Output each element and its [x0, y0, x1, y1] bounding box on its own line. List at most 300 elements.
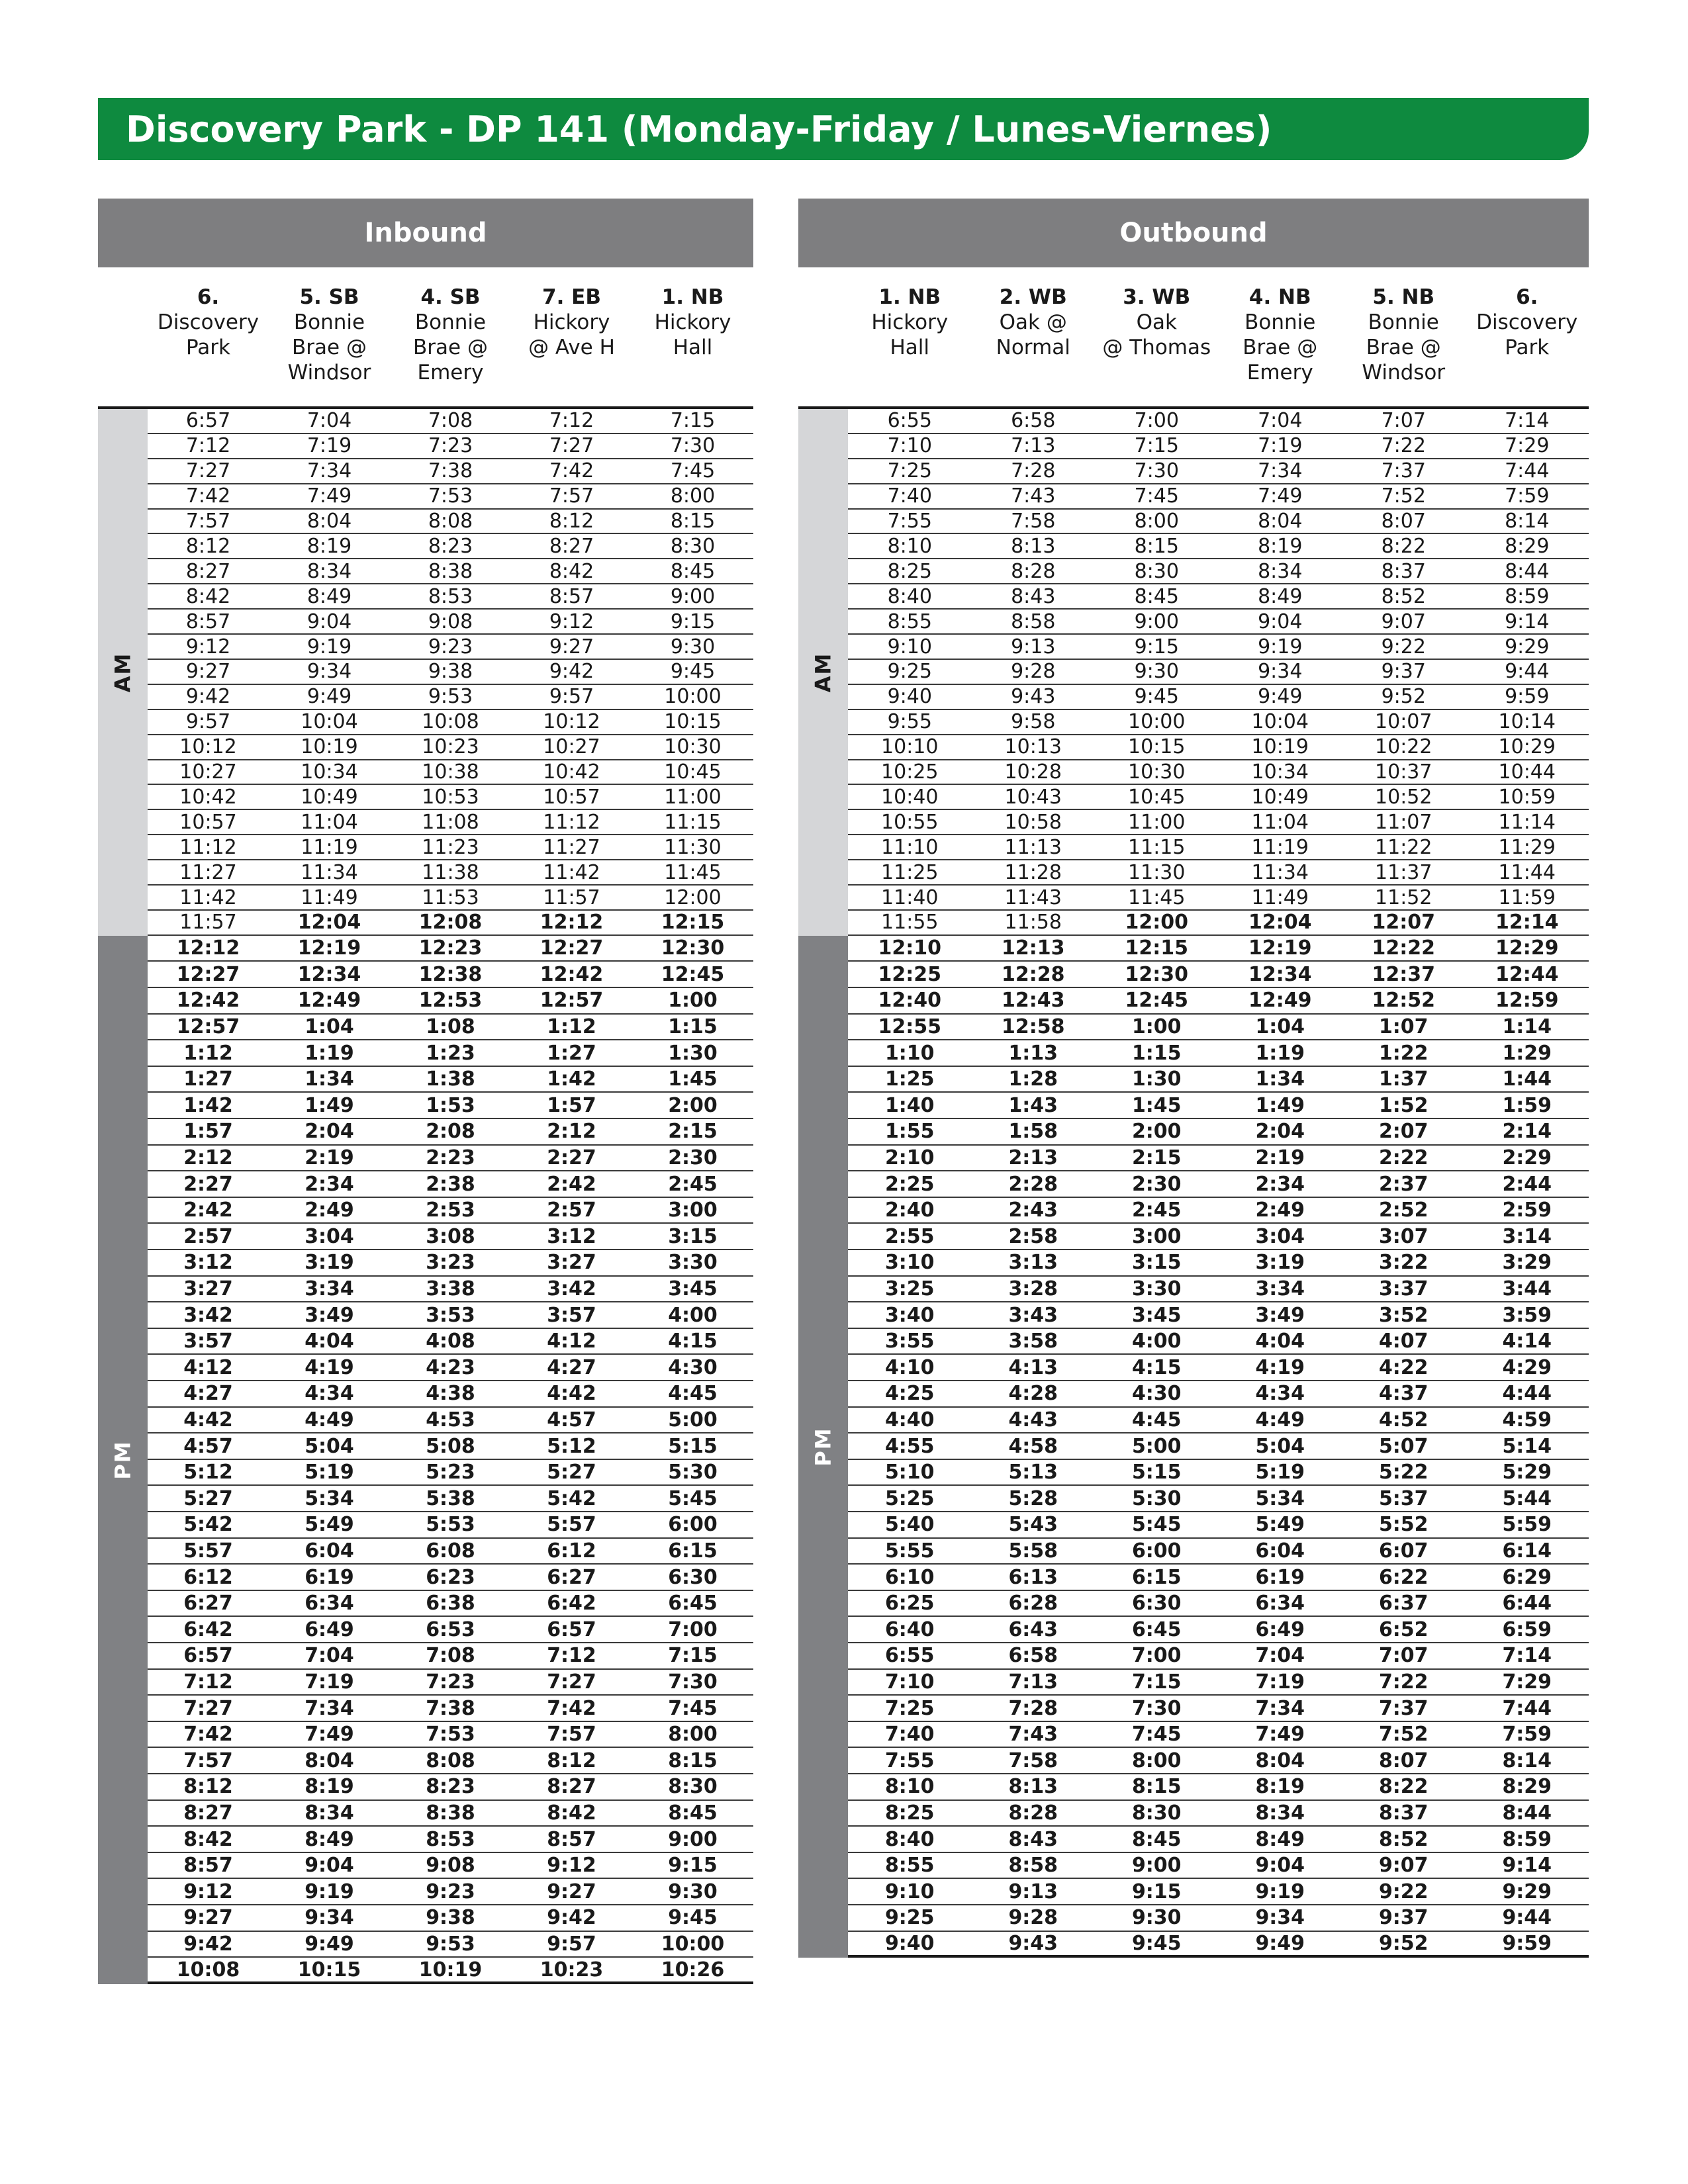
time-cell: 12:44	[1495, 962, 1559, 986]
time-cell: 12:40	[878, 989, 941, 1013]
time-cell: 9:38	[428, 660, 473, 684]
time-cell: 9:10	[884, 1880, 935, 1903]
time-cell: 3:28	[1008, 1277, 1058, 1300]
time-cell: 3:25	[884, 1277, 935, 1300]
time-cell: 11:34	[1251, 860, 1309, 884]
time-cell: 5:27	[547, 1461, 596, 1484]
time-cell: 8:19	[1258, 534, 1303, 558]
time-cell: 8:23	[426, 1775, 475, 1799]
time-cell: 9:00	[668, 1827, 718, 1851]
time-cell: 3:49	[305, 1303, 354, 1327]
time-cell: 9:13	[1008, 1880, 1058, 1903]
table-row	[848, 1801, 1589, 1827]
stop-number: 5. SB	[299, 285, 359, 309]
time-cell: 5:10	[884, 1461, 935, 1484]
time-cell: 4:12	[183, 1355, 233, 1379]
time-cell: 11:13	[1004, 835, 1062, 859]
time-cell: 6:52	[1378, 1617, 1429, 1641]
time-cell: 7:19	[1255, 1670, 1305, 1694]
time-cell: 2:04	[1255, 1120, 1305, 1144]
time-cell: 9:42	[549, 660, 594, 684]
time-cell: 3:12	[547, 1224, 596, 1248]
time-cell: 1:55	[884, 1120, 935, 1144]
time-cell: 8:53	[428, 584, 473, 608]
time-cell: 2:34	[1255, 1172, 1305, 1196]
time-cell: 6:04	[1255, 1539, 1305, 1563]
time-cell: 10:52	[1375, 785, 1432, 809]
table-row	[148, 1119, 753, 1146]
time-cell: 9:12	[547, 1854, 596, 1878]
table-row	[148, 1722, 753, 1749]
table-row	[148, 610, 753, 635]
time-cell: 2:34	[305, 1172, 354, 1196]
time-cell: 11:14	[1498, 810, 1556, 834]
time-cell: 5:59	[1502, 1513, 1552, 1537]
time-cell: 9:30	[668, 1880, 718, 1903]
time-cell: 1:00	[668, 989, 718, 1013]
time-cell: 5:00	[668, 1408, 718, 1432]
time-cell: 10:00	[664, 685, 722, 709]
table-row	[848, 1722, 1589, 1749]
time-cell: 8:30	[1131, 1801, 1182, 1825]
table-row	[848, 1486, 1589, 1513]
table-row	[148, 660, 753, 685]
time-cell: 8:30	[668, 1775, 718, 1799]
time-cell: 2:57	[547, 1199, 596, 1222]
table-row	[148, 1198, 753, 1224]
time-cell: 9:34	[305, 1906, 354, 1930]
time-cell: 8:34	[1258, 559, 1303, 583]
time-cell: 1:07	[1378, 1015, 1429, 1038]
time-cell: 2:12	[547, 1120, 596, 1144]
time-cell: 8:55	[884, 1854, 935, 1878]
time-cell: 1:30	[668, 1041, 718, 1065]
time-cell: 4:29	[1502, 1355, 1552, 1379]
time-cell: 8:12	[549, 510, 594, 533]
column-header	[148, 285, 269, 360]
time-cell: 11:43	[1004, 886, 1062, 909]
stop-number: 4. NB	[1248, 285, 1311, 309]
time-cell: 12:52	[1372, 989, 1435, 1013]
table-row	[148, 510, 753, 535]
table-row	[848, 1512, 1589, 1539]
time-cell: 12:04	[297, 911, 361, 934]
time-cell: 8:00	[1131, 1749, 1182, 1772]
time-cell: 4:40	[884, 1408, 935, 1432]
time-cell: 4:49	[1255, 1408, 1305, 1432]
table-row	[848, 1302, 1589, 1329]
time-cell: 4:45	[1131, 1408, 1182, 1432]
time-cell: 11:57	[179, 911, 237, 934]
time-cell: 12:29	[1495, 936, 1559, 960]
time-cell: 9:27	[549, 635, 594, 659]
time-cell: 6:57	[547, 1617, 596, 1641]
time-cell: 4:12	[547, 1330, 596, 1353]
time-cell: 10:38	[422, 760, 479, 784]
column-header	[511, 285, 632, 360]
table-row	[148, 1146, 753, 1172]
time-cell: 12:53	[418, 989, 483, 1013]
time-cell: 11:10	[881, 835, 939, 859]
time-cell: 9:59	[1502, 1931, 1552, 1955]
time-cell: 4:13	[1008, 1355, 1058, 1379]
time-cell: 5:22	[1378, 1461, 1429, 1484]
table-row	[848, 660, 1589, 685]
time-cell: 3:45	[1131, 1303, 1182, 1327]
time-cell: 9:04	[305, 1854, 354, 1878]
time-cell: 3:27	[183, 1277, 233, 1300]
time-cell: 7:28	[1011, 459, 1056, 483]
time-cell: 2:14	[1502, 1120, 1552, 1144]
time-cell: 12:23	[418, 936, 483, 960]
time-cell: 9:53	[426, 1932, 475, 1956]
time-cell: 9:04	[1258, 610, 1303, 633]
time-cell: 6:15	[1131, 1565, 1182, 1589]
time-cell: 2:59	[1502, 1199, 1552, 1222]
table-row	[148, 962, 753, 989]
time-cell: 1:49	[1255, 1093, 1305, 1117]
table-row	[148, 735, 753, 760]
time-cell: 6:34	[1255, 1592, 1305, 1615]
time-cell: 7:34	[1255, 1696, 1305, 1720]
time-cell: 3:13	[1008, 1251, 1058, 1275]
time-cell: 8:13	[1011, 534, 1056, 558]
table-row	[148, 1302, 753, 1329]
time-cell: 9:52	[1378, 1931, 1429, 1955]
time-cell: 7:13	[1011, 434, 1056, 458]
time-cell: 4:15	[1131, 1355, 1182, 1379]
time-cell: 7:29	[1505, 434, 1550, 458]
time-cell: 1:53	[426, 1093, 475, 1117]
time-cell: 8:42	[185, 584, 231, 608]
time-cell: 10:19	[1251, 735, 1309, 759]
time-cell: 3:15	[668, 1224, 718, 1248]
time-cell: 12:28	[1002, 962, 1065, 986]
time-cell: 4:00	[1131, 1330, 1182, 1353]
time-cell: 2:00	[1131, 1120, 1182, 1144]
time-cell: 8:00	[1134, 510, 1179, 533]
time-cell: 7:14	[1502, 1644, 1552, 1668]
time-cell: 6:58	[1011, 409, 1056, 433]
time-cell: 7:04	[1255, 1644, 1305, 1668]
time-cell: 3:57	[547, 1303, 596, 1327]
outbound-am-label: AM	[810, 652, 836, 693]
time-cell: 6:22	[1378, 1565, 1429, 1589]
time-cell: 4:22	[1378, 1355, 1429, 1379]
table-row	[148, 1224, 753, 1251]
time-cell: 8:15	[1131, 1775, 1182, 1799]
time-cell: 4:34	[305, 1382, 354, 1406]
time-cell: 5:25	[884, 1486, 935, 1510]
time-cell: 4:42	[547, 1382, 596, 1406]
time-cell: 8:53	[426, 1827, 475, 1851]
time-cell: 4:57	[183, 1434, 233, 1458]
time-cell: 10:55	[881, 810, 939, 834]
time-cell: 10:49	[301, 785, 358, 809]
inbound-heading: Inbound	[98, 199, 753, 267]
table-row	[148, 1250, 753, 1277]
stop-name: Discovery Park	[157, 310, 259, 359]
table-row	[848, 1539, 1589, 1565]
time-cell: 4:30	[1131, 1382, 1182, 1406]
time-cell: 2:10	[884, 1146, 935, 1169]
time-cell: 6:34	[305, 1592, 354, 1615]
time-cell: 10:49	[1251, 785, 1309, 809]
time-cell: 5:19	[1255, 1461, 1305, 1484]
table-row	[848, 860, 1589, 886]
time-cell: 6:15	[668, 1539, 718, 1563]
time-cell: 9:45	[670, 660, 716, 684]
time-cell: 4:15	[668, 1330, 718, 1353]
table-row	[148, 1067, 753, 1093]
time-cell: 8:00	[670, 484, 716, 508]
time-cell: 11:30	[664, 835, 722, 859]
time-cell: 5:08	[426, 1434, 475, 1458]
time-cell: 1:04	[305, 1015, 354, 1038]
time-cell: 12:34	[297, 962, 361, 986]
time-cell: 7:57	[183, 1749, 233, 1772]
time-cell: 4:52	[1378, 1408, 1429, 1432]
time-cell: 6:38	[426, 1592, 475, 1615]
time-cell: 2:27	[547, 1146, 596, 1169]
time-cell: 7:23	[426, 1670, 475, 1694]
stop-name: Bonnie Brae @ Emery	[1243, 310, 1318, 385]
table-row	[848, 1433, 1589, 1460]
table-row	[148, 1040, 753, 1067]
time-cell: 1:22	[1378, 1041, 1429, 1065]
time-cell: 8:59	[1505, 584, 1550, 608]
time-cell: 7:10	[887, 434, 932, 458]
table-row	[148, 786, 753, 811]
time-cell: 10:08	[176, 1958, 240, 1981]
time-cell: 3:42	[183, 1303, 233, 1327]
time-cell: 9:43	[1008, 1931, 1058, 1955]
time-cell: 3:29	[1502, 1251, 1552, 1275]
time-cell: 10:23	[422, 735, 479, 759]
time-cell: 8:49	[1258, 584, 1303, 608]
time-cell: 12:55	[878, 1015, 941, 1038]
table-row	[848, 1198, 1589, 1224]
time-cell: 7:15	[668, 1644, 718, 1668]
time-cell: 3:42	[547, 1277, 596, 1300]
table-row	[848, 510, 1589, 535]
time-cell: 6:12	[183, 1565, 233, 1589]
time-cell: 2:40	[884, 1199, 935, 1222]
time-cell: 4:04	[1255, 1330, 1305, 1353]
table-row	[148, 710, 753, 735]
time-cell: 9:53	[428, 685, 473, 709]
time-cell: 7:12	[549, 409, 594, 433]
time-cell: 11:27	[179, 860, 237, 884]
time-cell: 10:40	[881, 785, 939, 809]
time-cell: 6:53	[426, 1617, 475, 1641]
time-cell: 8:12	[547, 1749, 596, 1772]
time-cell: 7:52	[1378, 1723, 1429, 1747]
time-cell: 5:23	[426, 1461, 475, 1484]
table-row	[148, 1932, 753, 1958]
table-row	[148, 685, 753, 710]
time-cell: 1:44	[1502, 1068, 1552, 1091]
time-cell: 7:58	[1008, 1749, 1058, 1772]
time-cell: 2:07	[1378, 1120, 1429, 1144]
time-cell: 12:15	[1125, 936, 1188, 960]
time-cell: 4:59	[1502, 1408, 1552, 1432]
time-cell: 12:12	[176, 936, 240, 960]
time-cell: 9:04	[1255, 1854, 1305, 1878]
time-cell: 5:53	[426, 1513, 475, 1537]
time-cell: 5:43	[1008, 1513, 1058, 1537]
time-cell: 5:13	[1008, 1461, 1058, 1484]
time-cell: 7:12	[185, 434, 231, 458]
time-cell: 8:04	[305, 1749, 354, 1772]
time-cell: 12:49	[297, 989, 361, 1013]
table-row	[848, 1565, 1589, 1591]
time-cell: 4:27	[547, 1355, 596, 1379]
time-cell: 11:22	[1375, 835, 1432, 859]
time-cell: 1:34	[1255, 1068, 1305, 1091]
table-row	[848, 1015, 1589, 1041]
table-row	[848, 1277, 1589, 1303]
time-cell: 4:38	[426, 1382, 475, 1406]
time-cell: 5:37	[1378, 1486, 1429, 1510]
time-cell: 11:12	[543, 810, 600, 834]
time-cell: 5:55	[884, 1539, 935, 1563]
time-cell: 12:14	[1495, 911, 1559, 934]
time-cell: 4:55	[884, 1434, 935, 1458]
time-cell: 5:34	[305, 1486, 354, 1510]
time-cell: 10:30	[664, 735, 722, 759]
time-cell: 7:53	[426, 1723, 475, 1747]
time-cell: 8:27	[185, 559, 231, 583]
time-cell: 8:23	[428, 534, 473, 558]
time-cell: 8:19	[306, 534, 352, 558]
time-cell: 8:29	[1505, 534, 1550, 558]
time-cell: 9:10	[887, 635, 932, 659]
time-cell: 7:34	[305, 1696, 354, 1720]
time-cell: 5:19	[305, 1461, 354, 1484]
stop-number: 3. WB	[1123, 285, 1191, 309]
time-cell: 7:12	[547, 1644, 596, 1668]
time-cell: 7:04	[1258, 409, 1303, 433]
time-cell: 9:30	[1131, 1906, 1182, 1930]
time-cell: 9:28	[1011, 660, 1056, 684]
time-cell: 6:08	[426, 1539, 475, 1563]
time-cell: 12:57	[176, 1015, 240, 1038]
time-cell: 2:45	[668, 1172, 718, 1196]
time-cell: 9:27	[547, 1880, 596, 1903]
time-cell: 8:25	[884, 1801, 935, 1825]
time-cell: 8:58	[1011, 610, 1056, 633]
time-cell: 11:28	[1004, 860, 1062, 884]
time-cell: 6:30	[668, 1565, 718, 1589]
outbound-pm-label: PM	[810, 1427, 836, 1467]
time-cell: 5:30	[1131, 1486, 1182, 1510]
time-cell: 4:42	[183, 1408, 233, 1432]
time-cell: 10:19	[301, 735, 358, 759]
table-row	[848, 610, 1589, 635]
time-cell: 7:57	[549, 484, 594, 508]
table-row	[148, 1696, 753, 1722]
time-cell: 6:45	[1131, 1617, 1182, 1641]
time-cell: 8:57	[549, 584, 594, 608]
table-row	[848, 1643, 1589, 1670]
table-row	[848, 936, 1589, 962]
time-cell: 8:04	[306, 510, 352, 533]
title-bar	[98, 98, 1589, 160]
table-row	[848, 535, 1589, 560]
time-cell: 1:15	[1131, 1041, 1182, 1065]
time-cell: 10:42	[179, 785, 237, 809]
time-cell: 8:45	[670, 559, 716, 583]
column-header	[632, 285, 753, 360]
time-cell: 1:45	[1131, 1093, 1182, 1117]
table-row	[148, 1749, 753, 1775]
table-row	[148, 1958, 753, 1984]
time-cell: 12:27	[176, 962, 240, 986]
table-row	[848, 1067, 1589, 1093]
time-cell: 7:27	[183, 1696, 233, 1720]
time-cell: 6:43	[1008, 1617, 1058, 1641]
time-cell: 10:34	[1251, 760, 1309, 784]
time-cell: 1:42	[183, 1093, 233, 1117]
time-cell: 12:30	[1125, 962, 1188, 986]
time-cell: 9:07	[1378, 1854, 1429, 1878]
time-cell: 6:58	[1008, 1644, 1058, 1668]
time-cell: 3:23	[426, 1251, 475, 1275]
table-row	[848, 1093, 1589, 1120]
time-cell: 7:30	[670, 434, 716, 458]
time-cell: 12:00	[664, 886, 722, 909]
time-cell: 11:49	[1251, 886, 1309, 909]
time-cell: 8:57	[183, 1854, 233, 1878]
time-cell: 10:45	[664, 760, 722, 784]
time-cell: 12:34	[1248, 962, 1312, 986]
time-cell: 10:26	[661, 1958, 725, 1981]
time-cell: 4:10	[884, 1355, 935, 1379]
table-row	[148, 1512, 753, 1539]
time-cell: 6:40	[884, 1617, 935, 1641]
table-row	[848, 735, 1589, 760]
table-row	[148, 1905, 753, 1932]
time-cell: 7:42	[547, 1696, 596, 1720]
time-cell: 7:34	[306, 459, 352, 483]
time-cell: 8:38	[426, 1801, 475, 1825]
time-cell: 2:19	[305, 1146, 354, 1169]
time-cell: 7:10	[884, 1670, 935, 1694]
time-cell: 7:34	[1258, 459, 1303, 483]
time-cell: 8:59	[1502, 1827, 1552, 1851]
time-cell: 7:42	[185, 484, 231, 508]
time-cell: 3:57	[183, 1330, 233, 1353]
time-cell: 8:58	[1008, 1854, 1058, 1878]
time-cell: 2:15	[1131, 1146, 1182, 1169]
time-cell: 9:25	[887, 660, 932, 684]
time-cell: 11:12	[179, 835, 237, 859]
time-cell: 8:10	[884, 1775, 935, 1799]
table-row	[148, 1408, 753, 1434]
time-cell: 12:13	[1002, 936, 1065, 960]
time-cell: 10:58	[1004, 810, 1062, 834]
time-cell: 2:42	[183, 1199, 233, 1222]
time-cell: 5:12	[183, 1461, 233, 1484]
time-cell: 3:44	[1502, 1277, 1552, 1300]
time-cell: 7:04	[305, 1644, 354, 1668]
time-cell: 7:08	[428, 409, 473, 433]
time-cell: 9:37	[1381, 660, 1426, 684]
table-row	[848, 1591, 1589, 1617]
table-row	[848, 1040, 1589, 1067]
time-cell: 8:10	[887, 534, 932, 558]
